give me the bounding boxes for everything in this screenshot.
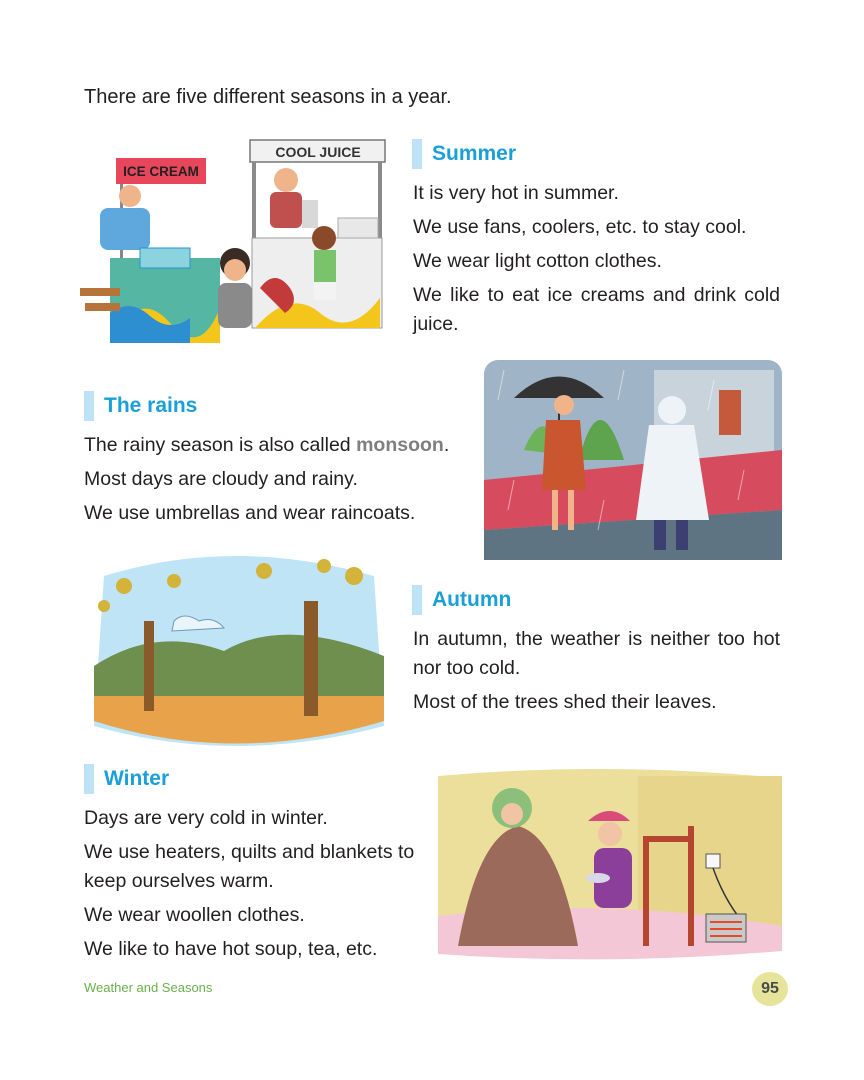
rains-line [84,431,484,460]
autumn-line: Most of the trees shed their leaves. [413,691,717,713]
autumn-heading [412,585,511,615]
rains-line-suffix: . [443,434,450,456]
ice-cream-sign: ICE CREAM [123,164,199,179]
heading-bar [412,585,422,615]
summer-heading [412,139,516,169]
rains-text [84,431,484,533]
intro-text: There are five different seasons in a year. [84,86,452,108]
winter-line: Days are very cold in winter. [84,807,328,829]
summer-title: Summer [432,142,517,165]
heading-bar [412,139,422,169]
heading-bar [84,764,94,794]
summer-illustration [80,138,390,348]
keyword-monsoon: monsoon [356,434,444,456]
summer-line: We use fans, coolers, etc. to stay cool. [413,216,747,238]
summer-line: We wear light cotton clothes. [413,250,662,272]
winter-line: We wear woollen clothes. [84,904,305,926]
winter-text [84,804,429,969]
winter-illustration [438,766,782,962]
winter-heading [84,764,169,794]
winter-line: We like to have hot soup, tea, etc. [84,938,378,960]
winter-line: We use heaters, quilts and blankets to keep ourselves warm. [84,841,415,892]
footer-chapter: Weather and Seasons [84,980,213,995]
summer-line: We like to eat ice creams and drink cold juice. [413,284,780,335]
autumn-line: In autumn, the weather is neither too hot nor too cold. [413,628,780,679]
rains-heading [84,391,197,421]
cool-juice-sign: COOL JUICE [275,144,361,160]
summer-line: It is very hot in summer. [413,182,619,204]
rains-title: The rains [104,394,198,417]
autumn-title: Autumn [432,588,512,611]
rains-line-prefix: The rainy season is also called [84,434,357,456]
summer-text [413,179,780,344]
heading-bar [84,391,94,421]
autumn-text [413,625,780,722]
page-number-badge: 95 [752,972,788,1006]
rains-line: We use umbrellas and wear raincoats. [84,502,416,524]
rains-illustration [484,360,782,560]
autumn-illustration [84,546,394,756]
winter-title: Winter [104,767,170,790]
rains-line: Most days are cloudy and rainy. [84,468,358,490]
